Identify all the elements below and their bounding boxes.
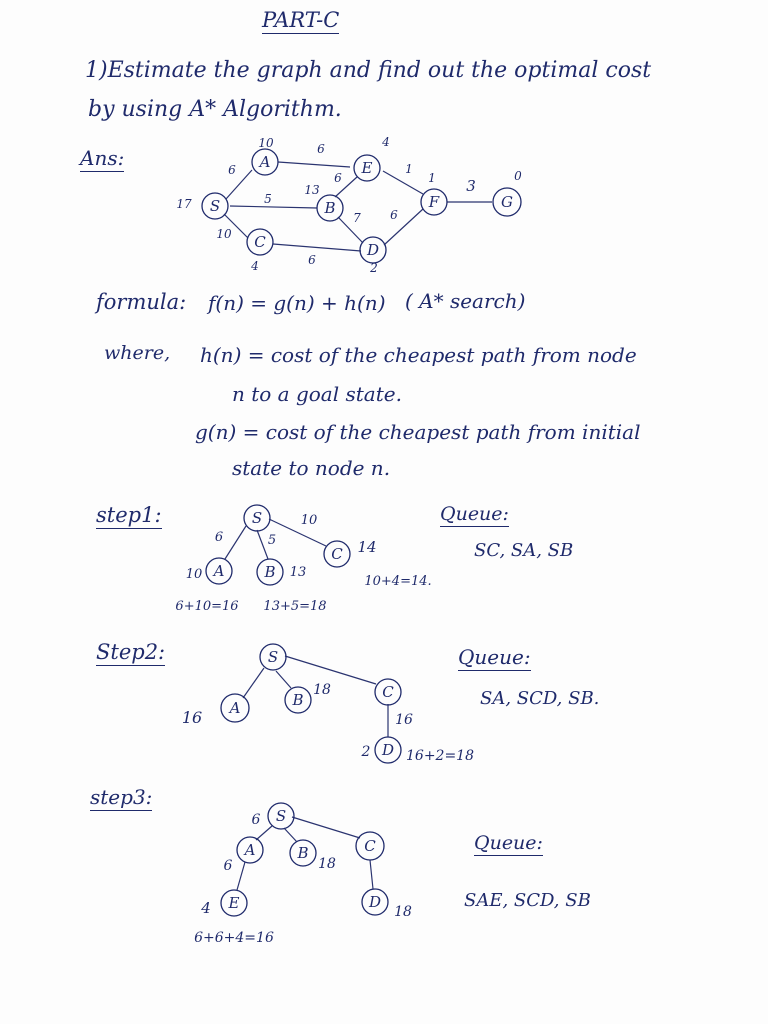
heuristic-s: 17 [176,197,192,211]
step1-label-s: S [251,509,263,527]
step3-label-s: S [275,807,287,825]
step1-queue: SC, SA, SB [474,540,574,561]
step2-label-c: C [382,683,394,701]
heuristic-d: 2 [370,261,378,275]
question-line-2: by using A* Algorithm. [88,97,342,122]
heuristic-e: 4 [382,135,390,149]
edge-cost-b-e: 6 [334,171,342,185]
step3-label-d: D [368,893,382,911]
step1-label-a: A [213,562,225,580]
where-label: where, [104,342,171,364]
step1-label: step1: [96,503,162,527]
step2-label-d: D [381,741,395,759]
node-label-c: C [254,233,266,251]
step2-f-b: 18 [313,682,331,698]
step3-edge-sa: 6 [251,812,261,828]
ans-label: Ans: [80,146,125,170]
step1-calc-b: 13+5=18 [263,599,327,614]
step2-h-d: 2 [361,744,371,760]
heuristic-a: 10 [258,136,274,150]
step1-h-b: 13 [289,565,307,580]
node-label-a: A [259,153,271,171]
node-label-g: G [501,193,513,211]
formula-label: formula: [96,290,187,314]
edge-cost-s-b: 5 [264,192,272,206]
g-definition-line-1: g(n) = cost of the cheapest path from initial [195,420,641,444]
edge-cost-e-f: 1 [405,162,413,176]
step3-queue-label: Queue: [474,832,543,854]
step2-queue: SA, SCD, SB. [480,688,600,709]
step3-label-e: E [228,894,240,912]
node-label-f: F [428,193,440,211]
step2-label-s: S [267,648,279,666]
step1-c-total: 14 [357,538,377,556]
step2-label-b: B [292,691,304,709]
heuristic-f: 1 [428,171,436,185]
step2-edge-cd: 16 [395,712,413,728]
step3-f-d: 18 [394,904,412,920]
step3-label-b: B [297,844,309,862]
edge-cost-a-e: 6 [317,142,325,156]
formula-note: ( A* search) [405,289,526,313]
edge-cost-s-a: 6 [228,163,236,177]
question-line-1: 1)Estimate the graph and find out the optimal cost [85,58,652,83]
step3-edge-ae: 6 [223,858,233,874]
h-definition-line-1: h(n) = cost of the cheapest path from node [200,343,637,367]
step3-f-b: 18 [318,856,336,872]
step1-label-c: C [331,545,343,563]
step1-label-b: B [264,563,276,581]
step3-queue: SAE, SCD, SB [464,890,591,911]
node-label-e: E [361,159,373,177]
heuristic-c: 4 [251,259,259,273]
formula-expression: f(n) = g(n) + h(n) [208,291,386,315]
node-label-b: B [324,199,336,217]
edge-cost-f-g: 3 [466,177,476,195]
h-definition-line-2: n to a goal state. [232,382,402,406]
step3-h-e: 4 [201,899,211,917]
node-label-s: S [209,197,221,215]
step1-h-a: 10 [185,567,203,582]
step1-calc-a: 6+10=16 [175,599,239,614]
edge-cost-c-d: 6 [308,253,316,267]
step3-label-c: C [364,837,376,855]
step3-label: step3: [90,785,153,809]
step2-label-a: A [229,699,241,717]
edge-cost-b-d: 7 [353,211,361,225]
step2-f-a: 16 [181,708,203,727]
page-title: PART-C [262,8,340,32]
step3-calc-e: 6+6+4=16 [194,930,274,946]
step1-edge-sb: 5 [267,533,277,548]
edge-cost-d-f: 6 [390,208,398,222]
step2-calc-d: 16+2=18 [406,748,474,764]
heuristic-g: 0 [514,169,522,183]
step2-label: Step2: [96,640,166,664]
g-definition-line-2: state to node n. [232,456,391,480]
step3-label-a: A [244,841,256,859]
step1-edge-sa: 6 [214,530,224,545]
edge-cost-s-c: 10 [216,227,232,241]
node-label-d: D [366,241,380,259]
step1-queue-label: Queue: [440,503,509,525]
step1-calc-c: 10+4=14. [364,574,432,589]
step2-queue-label: Queue: [458,645,531,669]
heuristic-b: 13 [304,183,320,197]
step1-edge-sc: 10 [300,513,318,528]
